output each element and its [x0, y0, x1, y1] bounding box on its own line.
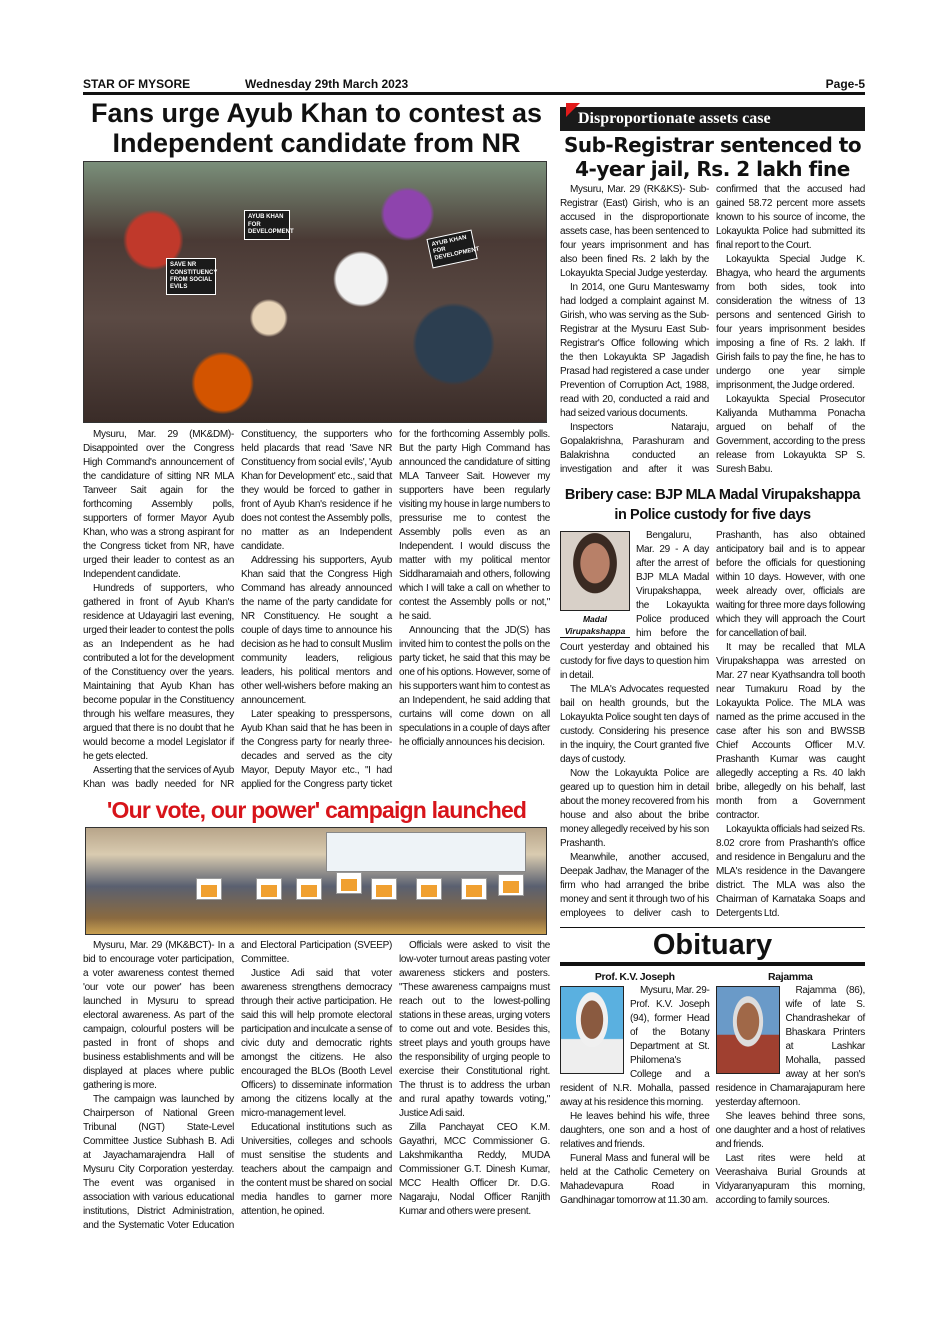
obituary-rule [560, 962, 865, 966]
mla-photo [560, 531, 630, 611]
placard: AYUB KHAN FOR DEVELOPMENT [426, 230, 477, 268]
supporters-photo [83, 161, 547, 423]
paragraph: Bengaluru, Mar. 29 - A day after the arrest of BJP MLA Madal Virupakshappa, the Lokayukta Police produced him before the Court yesterday and obtained his custody for five days to question him in detail. [560, 530, 709, 681]
obituary-title: Obituary [652, 929, 773, 961]
paragraph: Zilla Panchayat CEO K.M. Gayathri, MCC Commissioner G. Lakshmikantha Reddy, MUDA Commissioner G.T. Dinesh Kumar, MCC Health Officer Dr. D.G. Nagaraju, Nodal Officer Ranjith Kumar and others were present. [399, 1122, 550, 1218]
kicker-banner: Disproportionate assets case [560, 107, 865, 131]
bribery-article-body [560, 529, 865, 921]
paragraph: Mysuru, Mar. 29 (MK&BCT)- In a bid to encourage voter participation, a voter awareness contest themed 'our vote our power' has been launched in Mysuru to spread electoral awareness. As part of the campaign, colourful posters will be pasted in front of shops and business establishments and will be displayed at places where public gathering is more. [83, 940, 234, 1092]
paragraph: She leaves behind three sons, one daughter and a host of relatives and friends. [715, 1111, 865, 1150]
paragraph: Lokayukta Special Judge K. Bhagya, who heard the arguments from both sides, took into consideration the witness of 13 persons and sentenced Girish to four years imprisonment besides imposing a fine of Rs. 2 lakh. If Girish fails to pay the fine, he has to undergo one year simple imprisonment, the Judge ordered. [716, 254, 865, 391]
paragraph: The MLA's Advocates requested bail on health grounds, but the Lokayukta Police sought ten days of custody. Considering his presence in the inquiry, the Court granted five days of custody. [560, 684, 709, 765]
obituary-list [560, 970, 865, 1208]
vote-article-body [83, 939, 550, 1233]
page-header [83, 75, 865, 93]
paragraph: Educational institutions such as Universities, colleges and schools must sensitise the students and teachers about the campaign and the content must be shared on social media handles to garner more attention, he opined. [241, 1122, 392, 1218]
paragraph: Rajamma (86), wife of late S. Chandrashekar of Bhaskara Printers at Lashkar Mohalla, passed away at her son's residence in Chamarajapuram here yesterday afternoon. [715, 985, 865, 1108]
header-rule [83, 92, 865, 95]
obituary-name: Prof. K.V. Joseph [594, 971, 675, 983]
headline-line: in Police custody for five days [614, 507, 811, 523]
caption-line: Madal [582, 614, 608, 624]
campaign-launch-photo [85, 827, 547, 935]
caption-line: Virupakshappa [564, 626, 626, 636]
right-column [560, 103, 865, 1208]
paragraph: Lokayukta Special Prosecutor Kaliyanda Muthamma Ponacha argued on behalf of the Government, according to the press release from Lokayukta SP S. Suresh Babu. [716, 394, 865, 475]
paragraph: Hundreds of supporters, who gathered in front of Ayub Khan's residence at Udayagiri last evening, urged their leader to contest the polls as an Independent as he had contributed a lot for the development of the Constituency over the years. Maintaining that Ayub Khan has become popular in the Constituency through his welfare measures, they argued that there is no doubt that he would become a model Legislator if he gets elected. [83, 583, 234, 763]
paragraph: Later speaking to presspersons, Ayub Khan said that he has been in the Congress party for nearly three-decades and served as the city Mayor, Deputy Mayor etc., "I had applied for the Congress party ticket for the forthcoming Assembly polls. But the party High Command has announced the candidature of sitting MLA Tanveer Sait. However my supporters have been regularly visiting my house in large numbers to pressurise me to contest the Assembly polls even as an Independent. I would discuss the matter with my political mentor Siddharamaiah and others, following which I will take a call on whether to contest the Assembly polls or not," he said. [241, 429, 550, 791]
placard: AYUB KHAN FOR DEVELOPMENT [244, 210, 290, 240]
paragraph: Announcing that the JD(S) has invited him to contest the polls on the party ticket, he said that this may be one of his options. However, some of his supporters want him to contest as an Independent, he said adding that curtains will come down on all speculations in a couple of days after he officially announces his decision. [399, 625, 550, 749]
obituary-photo [560, 986, 624, 1074]
paragraph: Mysuru, Mar. 29 (RK&KS)- Sub-Registrar (East) Girish, who is an accused in the disproportionate assets case, has been sentenced to four years imprisonment and has also been fined Rs. 2 lakh by the Lokayukta Special Judge yesterday. [560, 184, 709, 279]
left-column [83, 98, 550, 1233]
obituary-name: Rajamma [767, 971, 813, 983]
headline-line: Fans urge Ayub Khan to contest as [90, 98, 543, 128]
obituary-entry [560, 970, 710, 1208]
subreg-article-body [560, 183, 865, 477]
paragraph: Meanwhile, another accused, Deepak Jadhav, the Manager of the firm who had arranged the bribe money and sent it through two of his employees to deliver cash to Prashanth, has also obtained anticipatory bail and is to appear before the officials for questioning within 10 days. However, with one week already over, officials are waiting for three more days following which they will approach the Court for cancellation of bail. [560, 530, 865, 919]
obituary-photo [716, 986, 780, 1074]
placard: SAVE NR CONSTITUENCY FROM SOCIAL EVILS [166, 258, 216, 295]
sveep-banner [326, 832, 526, 872]
headline-line: 4-year jail, Rs. 2 lakh fine [575, 157, 850, 181]
headline-line: Sub-Registrar sentenced to [563, 133, 862, 157]
ayub-article-body [83, 428, 550, 792]
kicker-accent [566, 103, 580, 117]
paragraph: Now the Lokayukta Police are geared up to question him in detail about the money recovered from his house and also about the bribe money allegedly received by his son Prashanth. [560, 768, 709, 849]
vote-headline: 'Our vote, our power' campaign launched [106, 797, 527, 824]
photo-caption [560, 613, 630, 638]
paragraph: He leaves behind his wife, three daughters, one son and a host of relatives and friends. [560, 1111, 710, 1150]
paragraph: Last rites were held at Veerashaiva Burial Grounds at Vidyaranyapuram this morning, according to family sources. [715, 1153, 865, 1206]
paragraph: Justice Adi said that voter awareness strengthens democracy through their active participation. He said this will help promote electoral participation and inculcate a sense of civic duty and democratic rights amongst the citizens. He also encouraged the BLOs (Booth Level Officers) to disseminate information among the citizens locally at the micro-management level. [241, 968, 392, 1120]
paragraph: Mysuru, Mar. 29- Prof. K.V. Joseph (94), former Head of the Botany Department at St. Philomena's College and a resident of N.R. Mohalla, passed away at his residence this morning. [560, 985, 710, 1108]
paragraph: The campaign was launched by Chairperson of National Green Tribunal (NGT) State-Level Committee Justice Subhash B. Adi at Jayachamarajendra Hall of Mysuru City Corporation yesterday. The event was organised in association with various educational institutions, District Administration, and the Systematic Voter Education and Electoral Participation (SVEEP) Committee. [83, 940, 392, 1232]
page-number: Page-5 [825, 77, 865, 91]
paragraph: Inspectors Nataraju, Gopalakrishna, Parashuram and Balakrishna conducted an investigation and after it was confirmed that the accused had gained 58.72 percent more assets known to his source of income, the Lokayukta Police had submitted its final report to the Court. [560, 184, 865, 475]
subreg-headline [560, 133, 865, 181]
kicker [560, 103, 865, 131]
bribery-headline [560, 485, 865, 525]
paragraph: Lokayukta officials had seized Rs. 8.02 crore from Prashanth's office and residence in Bengaluru and the MLA's residence in the Davangere district. The MLA was also the Chairman of Karnataka Soaps and Detergents Ltd. [716, 824, 865, 919]
paragraph: Addressing his supporters, Ayub Khan said that the Congress High Command has already announced the name of the party candidate for NR Constituency. He sought a couple of days time to announce his decision as he had to consult Muslim community leaders, religious leaders, his political mentors and other well-wishers before making an announcement. [241, 555, 392, 707]
issue-date: Wednesday 29th March 2023 [245, 77, 409, 91]
headline-line: Independent candidate from NR [112, 128, 521, 159]
paragraph: Officials were asked to visit the low-voter turnout areas pasting voter awareness stickers and posters. "These awareness campaigns must reach out to the lowest-polling stations in these areas, urging voters to come out and vote. Besides this, street plays and youth groups have the responsibility of urging people to exercise their Constitutional right. The thrust is to address the urban and rural apathy towards voting," Justice Adi said. [399, 940, 550, 1120]
paragraph: It may be recalled that MLA Virupakshappa was arrested on Mar. 27 near Kyathsandra toll booth near Tumakuru Road by the Lokayukta Police. The MLA was named as the prime accused in the case after his son and BWSSB Chief Accounts Officer M.V. Prashanth Kumar was caught allegedly accepting a Rs. 40 lakh bribe, allegedly on his behalf, last month from a Government contractor. [716, 642, 865, 821]
paragraph: Asserting that the services of Ayub Khan was badly needed for NR Constituency, the supporters who held placards that read 'Save NR Constituency from social evils', 'Ayub Khan for Development' etc., said that they would be forced to gather in front of Ayub Khan's residence if he does not contest the Assembly polls, no matter as an Independent candidate. [83, 429, 392, 791]
obituary-entry [716, 970, 866, 1208]
paragraph: In 2014, one Guru Manteswamy had lodged a complaint against M. Girish, who was serving as the Sub-Registrar at the Mysuru East Sub-Registrar's Office following which the then Lokayukta SP Jagadish Prasad had registered a case under Prevention of Corruption Act, 1988, read with 20, conducted a raid and had seized various documents. [560, 282, 709, 419]
paragraph: Funeral Mass and funeral will be held at the Catholic Cemetery on Mahadevapura Road in Gandhinagar tomorrow at 11.30 am. [560, 1153, 710, 1206]
ayub-headline [83, 98, 550, 158]
paragraph: Mysuru, Mar. 29 (MK&DM)- Disappointed over the Congress High Command's announcement of the candidature of sitting NR MLA Tanveer Sait again for the forthcoming Assembly polls, supporters of former Mayor Ayub Khan, who was a strong aspirant for the Congress ticket from NR, have urged their leader to contest as an Independent candidate. [83, 429, 234, 581]
paper-name: STAR OF MYSORE [83, 77, 191, 91]
headline-line: Bribery case: BJP MLA Madal Virupakshappa [564, 487, 861, 503]
